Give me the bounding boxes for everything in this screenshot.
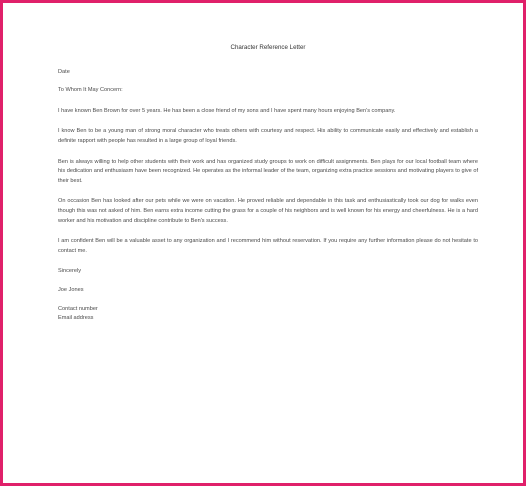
date-line: Date [58, 68, 70, 75]
closing: Sincerely [58, 268, 82, 275]
contact-number: Contact number [58, 305, 98, 312]
letter-title: Character Reference Letter [230, 44, 306, 51]
email-address: Email address [58, 315, 94, 322]
salutation: To Whom It May Concern: [58, 87, 123, 94]
paragraph-3: Ben is always willing to help other students with their work and has organized study groups to work on difficult assignments. Ben plays for our local football team where his dedication and enthusiasm have been recognized. He operates as the informal leader of the team, organizing extra practice sessions and motivating players to give of their best. [58, 158, 478, 184]
paragraph-2: I know Ben to be a young man of strong moral character who treats others with courtesy and respect. His ability to communicate easily and effectively and establish a definite rapport with people has resulted in a large group of loyal friends. [58, 128, 478, 144]
paragraph-1: I have known Ben Brown for over 5 years. He has been a close friend of my sons and I have spent many hours enjoying Ben's company. [58, 107, 396, 114]
paragraph-4: On occasion Ben has looked after our pets while we were on vacation. He proved reliable and dependable in this task and enthusiastically took our dog for walks even though this was not asked of him. Ben earns extra income cutting the grass for a couple of his neighbors and is well known for his energy and cheerfulness. He is a hard worker and his motivation and discipline contribute to Ben's success. [58, 198, 478, 224]
signature-name: Joe Jones [58, 286, 84, 293]
paragraph-5: I am confident Ben will be a valuable asset to any organization and I recommend him without reservation. If you require any further information please do not hesitate to contact me. [58, 238, 478, 254]
letter-body [58, 43, 478, 324]
